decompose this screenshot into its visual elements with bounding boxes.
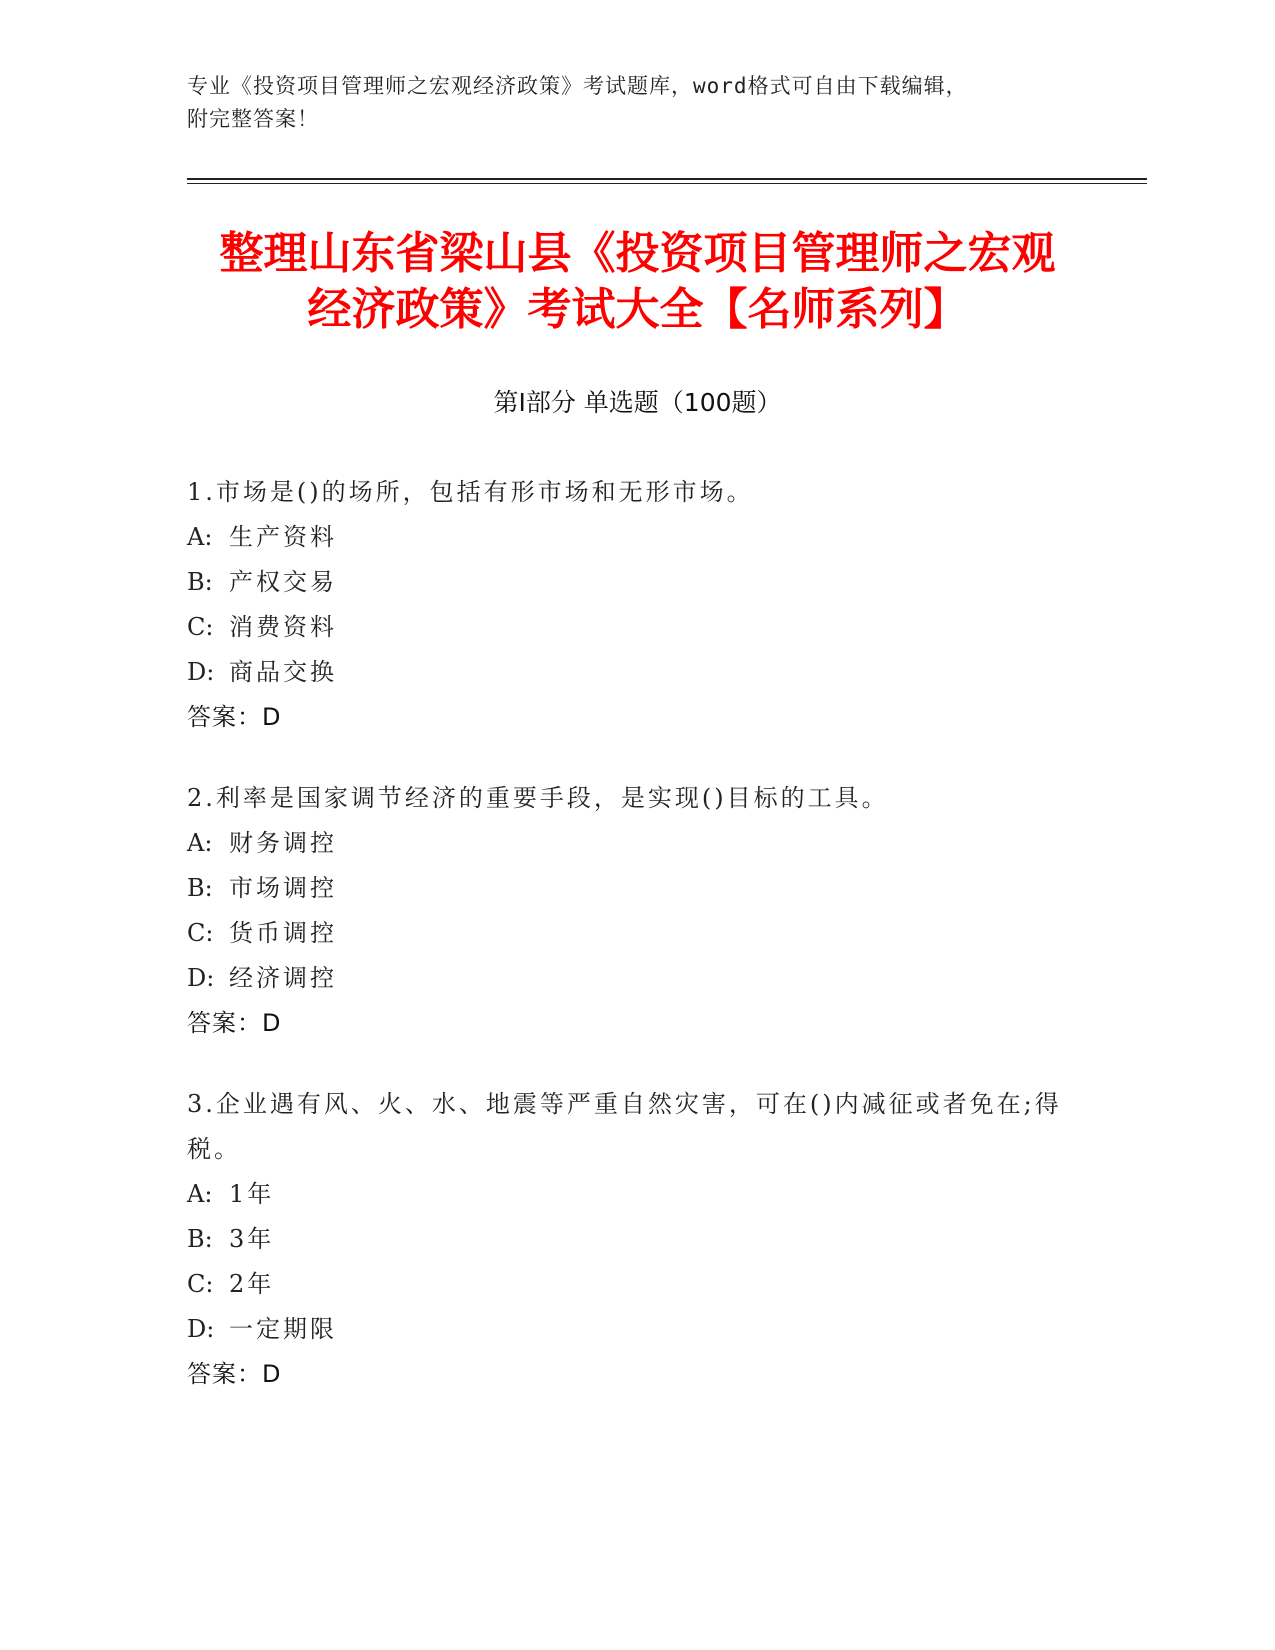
- option-text: 生产资料: [229, 523, 337, 551]
- option-text: 市场调控: [229, 874, 337, 902]
- option-b: [187, 560, 1067, 605]
- option-b: [187, 866, 1067, 911]
- header-note: [187, 70, 1067, 136]
- document-title: [150, 226, 1125, 338]
- option-letter: A:: [187, 829, 213, 857]
- option-letter: A:: [187, 1180, 213, 1208]
- option-letter: C:: [187, 613, 214, 641]
- option-c: [187, 911, 1067, 956]
- option-letter: B:: [187, 1225, 213, 1253]
- question-1: [187, 470, 1067, 740]
- option-c: [187, 1262, 1067, 1307]
- option-letter: C:: [187, 919, 214, 947]
- question-stem: 3.企业遇有风、火、水、地震等严重自然灾害，可在()内减征或者免在;得税。: [187, 1090, 1062, 1163]
- option-letter: B:: [187, 874, 213, 902]
- option-a: [187, 515, 1067, 560]
- answer-line: 答案：D: [187, 1360, 282, 1388]
- option-letter: A:: [187, 523, 213, 551]
- option-text: 2年: [229, 1270, 275, 1298]
- option-letter: B:: [187, 568, 213, 596]
- option-letter: C:: [187, 1270, 214, 1298]
- header-note-line-2: 附完整答案！: [187, 107, 319, 131]
- section-heading: 第Ⅰ部分 单选题（100题）: [493, 388, 782, 417]
- option-c: [187, 605, 1067, 650]
- option-text: 财务调控: [229, 829, 337, 857]
- option-letter: D:: [187, 964, 215, 992]
- option-text: 商品交换: [229, 658, 337, 686]
- option-text: 货币调控: [229, 919, 337, 947]
- option-a: [187, 821, 1067, 866]
- header-note-line-1: 专业《投资项目管理师之宏观经济政策》考试题库，word格式可自由下载编辑，: [187, 74, 968, 98]
- answer-line: 答案：D: [187, 1009, 282, 1037]
- option-a: [187, 1172, 1067, 1217]
- question-stem: 1.市场是()的场所，包括有形市场和无形市场。: [187, 478, 754, 506]
- question-3: [187, 1082, 1067, 1397]
- option-text: 一定期限: [229, 1315, 337, 1343]
- option-text: 消费资料: [229, 613, 337, 641]
- document-title-line-1: 整理山东省梁山县《投资项目管理师之宏观: [219, 228, 1056, 279]
- option-text: 经济调控: [229, 964, 337, 992]
- question-2: [187, 776, 1067, 1046]
- question-list: [187, 470, 1067, 1433]
- question-stem: 2.利率是国家调节经济的重要手段，是实现()目标的工具。: [187, 784, 889, 812]
- option-d: [187, 1307, 1067, 1352]
- option-text: 1年: [229, 1180, 275, 1208]
- option-letter: D:: [187, 658, 215, 686]
- option-letter: D:: [187, 1315, 215, 1343]
- option-d: [187, 956, 1067, 1001]
- answer-line: 答案：D: [187, 703, 282, 731]
- header-divider-thick: [187, 178, 1147, 180]
- option-text: 3年: [229, 1225, 275, 1253]
- option-text: 产权交易: [229, 568, 337, 596]
- option-d: [187, 650, 1067, 695]
- document-title-line-2: 经济政策》考试大全【名师系列】: [307, 284, 968, 335]
- header-divider-thin: [187, 183, 1147, 184]
- option-b: [187, 1217, 1067, 1262]
